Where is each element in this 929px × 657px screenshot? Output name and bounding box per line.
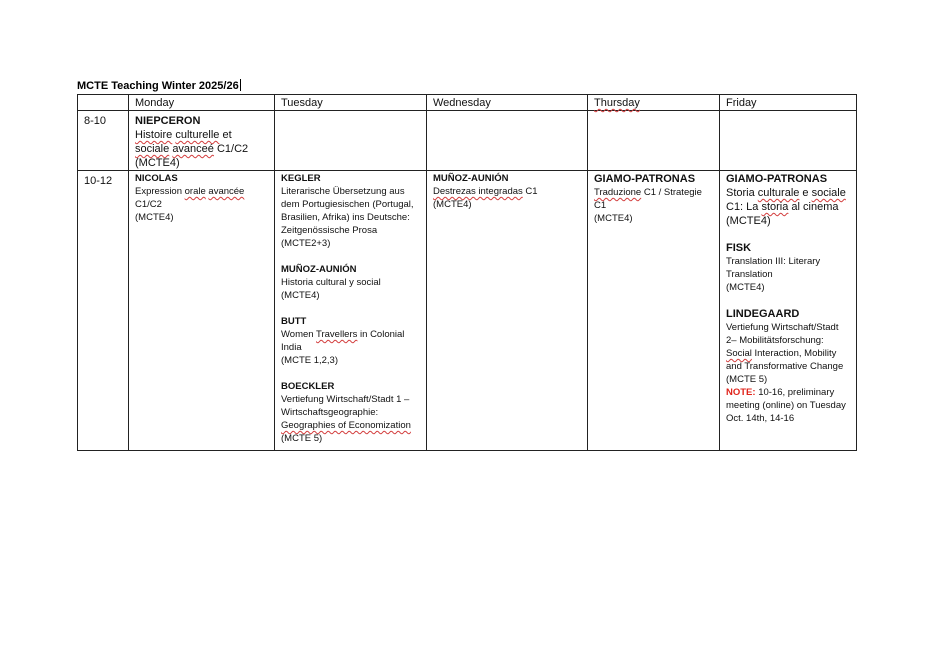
course-word: Women [281, 329, 317, 340]
course-word: sociale [811, 187, 846, 199]
instructor-name: GIAMO-PATRONAS [594, 173, 696, 185]
course-word: avanceé [172, 143, 214, 155]
header-empty [78, 95, 129, 111]
cell-thursday-10-12 [588, 171, 720, 451]
course-word: e [799, 187, 812, 199]
course-word: C1: La [726, 201, 762, 213]
course-title [594, 186, 713, 212]
module-code: (MCTE4) [135, 212, 174, 223]
instructor-name: NICOLAS [135, 173, 178, 184]
course-title: Vertiefung Wirtschaft/Stadt 2– Mobilitätsforschung: [726, 322, 839, 346]
course-block-fisk [726, 241, 850, 294]
header-tuesday: Tuesday [275, 95, 427, 111]
cell-friday-10-12 [720, 171, 857, 451]
course-subtitle [726, 347, 850, 373]
cell-friday-8-10 [720, 111, 857, 171]
course-title [135, 185, 268, 211]
course-block-giamo-patronas [726, 172, 850, 228]
course-block-lindegaard [726, 307, 850, 425]
module-code: (MCTE 1,2,3) [281, 355, 339, 366]
module-code: (MCTE 5) [726, 374, 768, 385]
note-label: NOTE: [726, 387, 756, 398]
course-word: avancée [208, 186, 245, 197]
table-row-8-10 [78, 111, 857, 171]
course-word: Histoire [135, 129, 173, 141]
course-word: Interaction, Mobility and Transformative Change [726, 348, 844, 372]
course-level: C1/C2 [213, 143, 249, 155]
cell-wednesday-8-10 [427, 111, 588, 171]
instructor-name: BOECKLER [281, 381, 335, 392]
module-code: (MCTE2+3) [281, 238, 331, 249]
course-title [726, 186, 850, 214]
course-title [135, 128, 268, 156]
header-wednesday: Wednesday [427, 95, 588, 111]
document-title [77, 79, 241, 92]
course-title: Literarische Übersetzung aus dem Portugiesischen (Portugal, Brasilien, Afrika) ins Deutsche: Zeitgenössische Prosa [281, 186, 414, 236]
note [726, 386, 850, 425]
table-row-10-12 [78, 171, 857, 451]
document-title-text: MCTE Teaching Winter 2025/26 [77, 80, 239, 92]
course-word: C1 / Strategie C1 [594, 187, 702, 211]
course-block-butt [281, 315, 420, 367]
cell-tuesday-8-10 [275, 111, 427, 171]
module-code: (MCTE4) [726, 215, 771, 227]
course-title [433, 185, 581, 198]
instructor-name: GIAMO-PATRONAS [726, 173, 828, 185]
time-slot-10-12: 10-12 [78, 171, 129, 451]
course-block-kegler [281, 172, 420, 250]
cell-tuesday-10-12 [275, 171, 427, 451]
course-word: Storia [726, 187, 758, 199]
course-word: culturale [757, 187, 800, 199]
course-word: sociale [135, 143, 170, 155]
module-code: (MCTE4) [433, 199, 472, 210]
note-text: 10-16, preliminary meeting (online) on Tuesday Oct. 14th, 14-16 [726, 387, 846, 424]
course-word: culturelle [175, 129, 220, 141]
course-level: C1/C2 [135, 199, 162, 210]
course-word: storia [761, 201, 789, 213]
course-word: Destrezas integradas [433, 186, 523, 197]
course-subtitle [281, 419, 420, 432]
module-code: (MCTE 5) [281, 433, 323, 444]
course-word: al cinema [788, 201, 839, 213]
header-friday: Friday [720, 95, 857, 111]
instructor-name: BUTT [281, 316, 307, 327]
module-code: (MCTE4) [594, 213, 633, 224]
course-block-boeckler [281, 380, 420, 445]
course-word: et [219, 129, 232, 141]
course-level: C1 [522, 186, 538, 197]
course-word: in Colonial India [281, 329, 405, 353]
course-block-munoz-aunion [281, 263, 420, 302]
course-word: Traduzione [594, 187, 642, 198]
course-title: Translation III: Literary Translation [726, 256, 821, 280]
header-thursday [588, 95, 720, 111]
header-thursday-text: Thursday [594, 97, 640, 109]
course-word: Social [726, 348, 752, 359]
instructor-name: MUÑOZ-AUNIÓN [433, 173, 509, 184]
instructor-name: MUÑOZ-AUNIÓN [281, 264, 357, 275]
instructor-name: LINDEGAARD [726, 308, 800, 320]
instructor-name: FISK [726, 242, 752, 254]
module-code: (MCTE4) [281, 290, 320, 301]
header-row [78, 95, 857, 111]
course-title: Vertiefung Wirtschaft/Stadt 1 – Wirtschaftsgeographie: [281, 394, 410, 418]
module-code: (MCTE4) [726, 282, 765, 293]
course-word: orale [184, 186, 206, 197]
text-cursor [240, 79, 241, 91]
module-code: (MCTE4) [135, 157, 180, 169]
course-word: Geographies of Economization [281, 420, 411, 431]
cell-monday-8-10 [129, 111, 275, 171]
cell-thursday-8-10 [588, 111, 720, 171]
instructor-name: NIEPCERON [135, 115, 201, 127]
instructor-name: KEGLER [281, 173, 321, 184]
course-title: Historia cultural y social [281, 277, 381, 288]
cell-monday-10-12 [129, 171, 275, 451]
course-word: Travellers [316, 329, 358, 340]
header-monday: Monday [129, 95, 275, 111]
schedule-table [77, 94, 857, 451]
time-slot-8-10: 8-10 [78, 111, 129, 171]
cell-wednesday-10-12 [427, 171, 588, 451]
course-title [281, 328, 420, 354]
course-word: Expression [135, 186, 185, 197]
